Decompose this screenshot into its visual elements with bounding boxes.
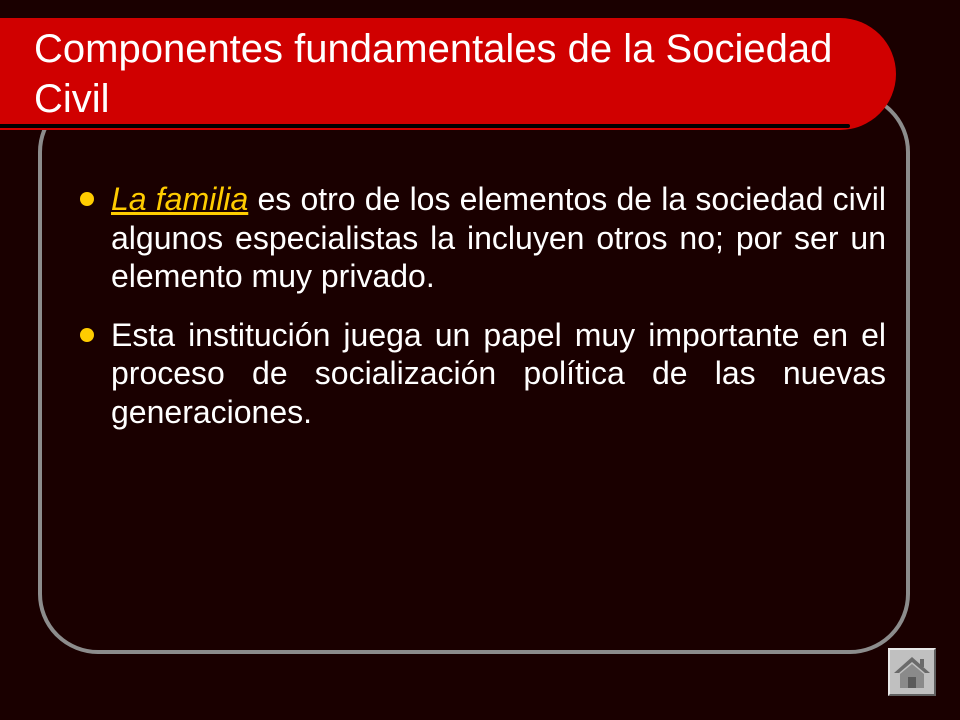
title-underline bbox=[0, 124, 850, 128]
bullet-item-institucion bbox=[80, 316, 886, 432]
slide-title: Componentes fundamentales de la Sociedad Civil bbox=[34, 27, 833, 121]
bullet-text: es otro de los elementos de la sociedad civil algunos especialistas la incluyen otros no; por ser un elemento muy privado. bbox=[111, 181, 887, 294]
bullet-item-familia bbox=[80, 180, 886, 296]
bullet-text: Esta institución juega un papel muy importante en el proceso de socialización política de las nuevas generaciones. bbox=[111, 316, 886, 430]
bullet-dot-icon bbox=[80, 192, 94, 206]
bullet-dot-icon bbox=[80, 328, 94, 342]
home-button[interactable] bbox=[888, 648, 936, 696]
familia-link[interactable]: La familia bbox=[111, 181, 249, 217]
home-icon bbox=[892, 652, 932, 692]
slide-content bbox=[80, 180, 886, 451]
